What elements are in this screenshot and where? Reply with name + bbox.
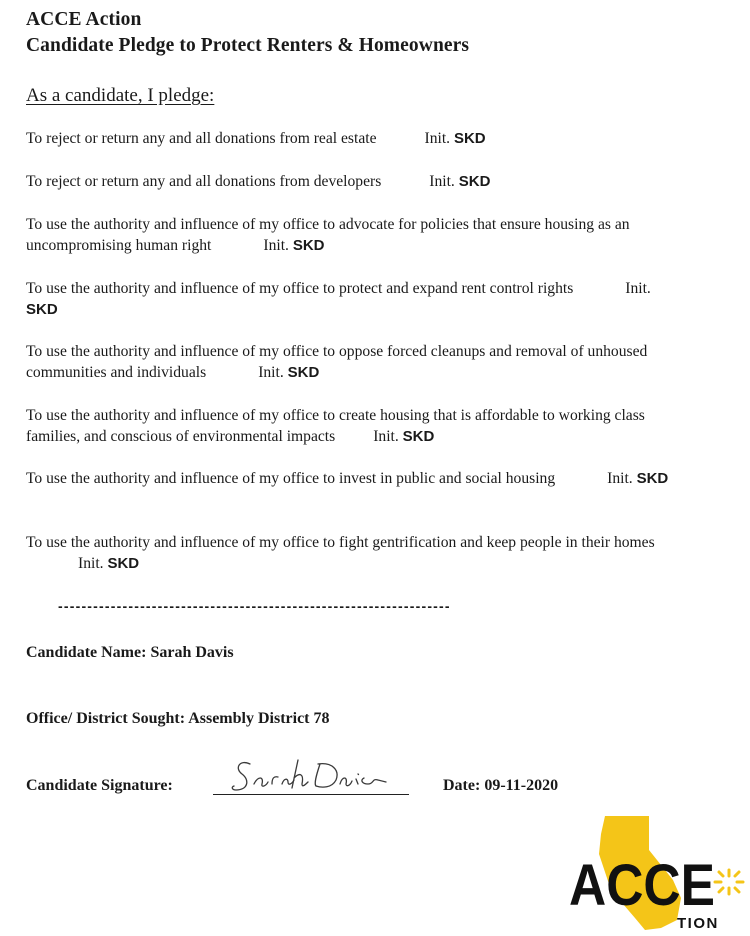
acce-logo — [565, 810, 745, 934]
handwritten-signature — [228, 756, 398, 798]
document-title-org: ACCE Action — [26, 9, 142, 30]
logo-wordmark: ACCE — [569, 853, 715, 918]
sun-burst-icon — [715, 870, 743, 894]
pledge-item — [26, 468, 686, 510]
initials: Init. SKD — [26, 279, 651, 318]
signature-line — [213, 794, 409, 795]
initials: Init. SKD — [258, 364, 320, 381]
pledge-item — [26, 532, 686, 574]
document-title: Candidate Pledge to Protect Renters & Homeowners — [26, 35, 470, 56]
pledge-text: To use the authority and influence of my office to oppose forced cleanups and removal of unhoused communities and individuals — [26, 343, 648, 381]
pledge-list — [26, 128, 686, 595]
initials: Init. SKD — [607, 470, 669, 487]
pledge-item — [26, 171, 686, 192]
candidate-name: Candidate Name: Sarah Davis — [26, 644, 234, 661]
pledge-intro: As a candidate, I pledge: — [26, 85, 215, 106]
logo-subtext: TION — [677, 915, 719, 932]
pledge-text: To reject or return any and all donations from real estate — [26, 130, 377, 147]
signature-date: Date: 09-11-2020 — [443, 777, 559, 794]
initials: Init. SKD — [373, 427, 435, 445]
pledge-item — [26, 278, 686, 320]
office-sought: Office/ District Sought: Assembly District 78 — [26, 710, 330, 727]
initials: Init. SKD — [429, 173, 491, 190]
pledge-text: To use the authority and influence of my office to protect and expand rent control rights — [26, 279, 574, 297]
initials: Init. SKD — [263, 237, 325, 254]
pledge-item — [26, 341, 686, 383]
pledge-text: To use the authority and influence of my office to advocate for policies that ensure housing as an uncompromising human right — [26, 216, 630, 254]
initials: Init. SKD — [424, 130, 486, 147]
pledge-item — [26, 214, 686, 256]
pledge-item — [26, 128, 686, 149]
pledge-text: To use the authority and influence of my office to create housing that is affordable to working class families, and conscious of environmental impacts — [26, 406, 645, 445]
signature-label: Candidate Signature: — [26, 777, 173, 794]
section-divider: ------------------------------------------------------------------- — [58, 598, 451, 614]
pledge-text: To use the authority and influence of my office to fight gentrification and keep people in their homes — [26, 533, 655, 551]
initials: Init. SKD — [78, 554, 140, 572]
pledge-text: To use the authority and influence of my office to invest in public and social housing — [26, 470, 556, 487]
pledge-item — [26, 405, 686, 447]
pledge-text: To reject or return any and all donations from developers — [26, 173, 382, 190]
